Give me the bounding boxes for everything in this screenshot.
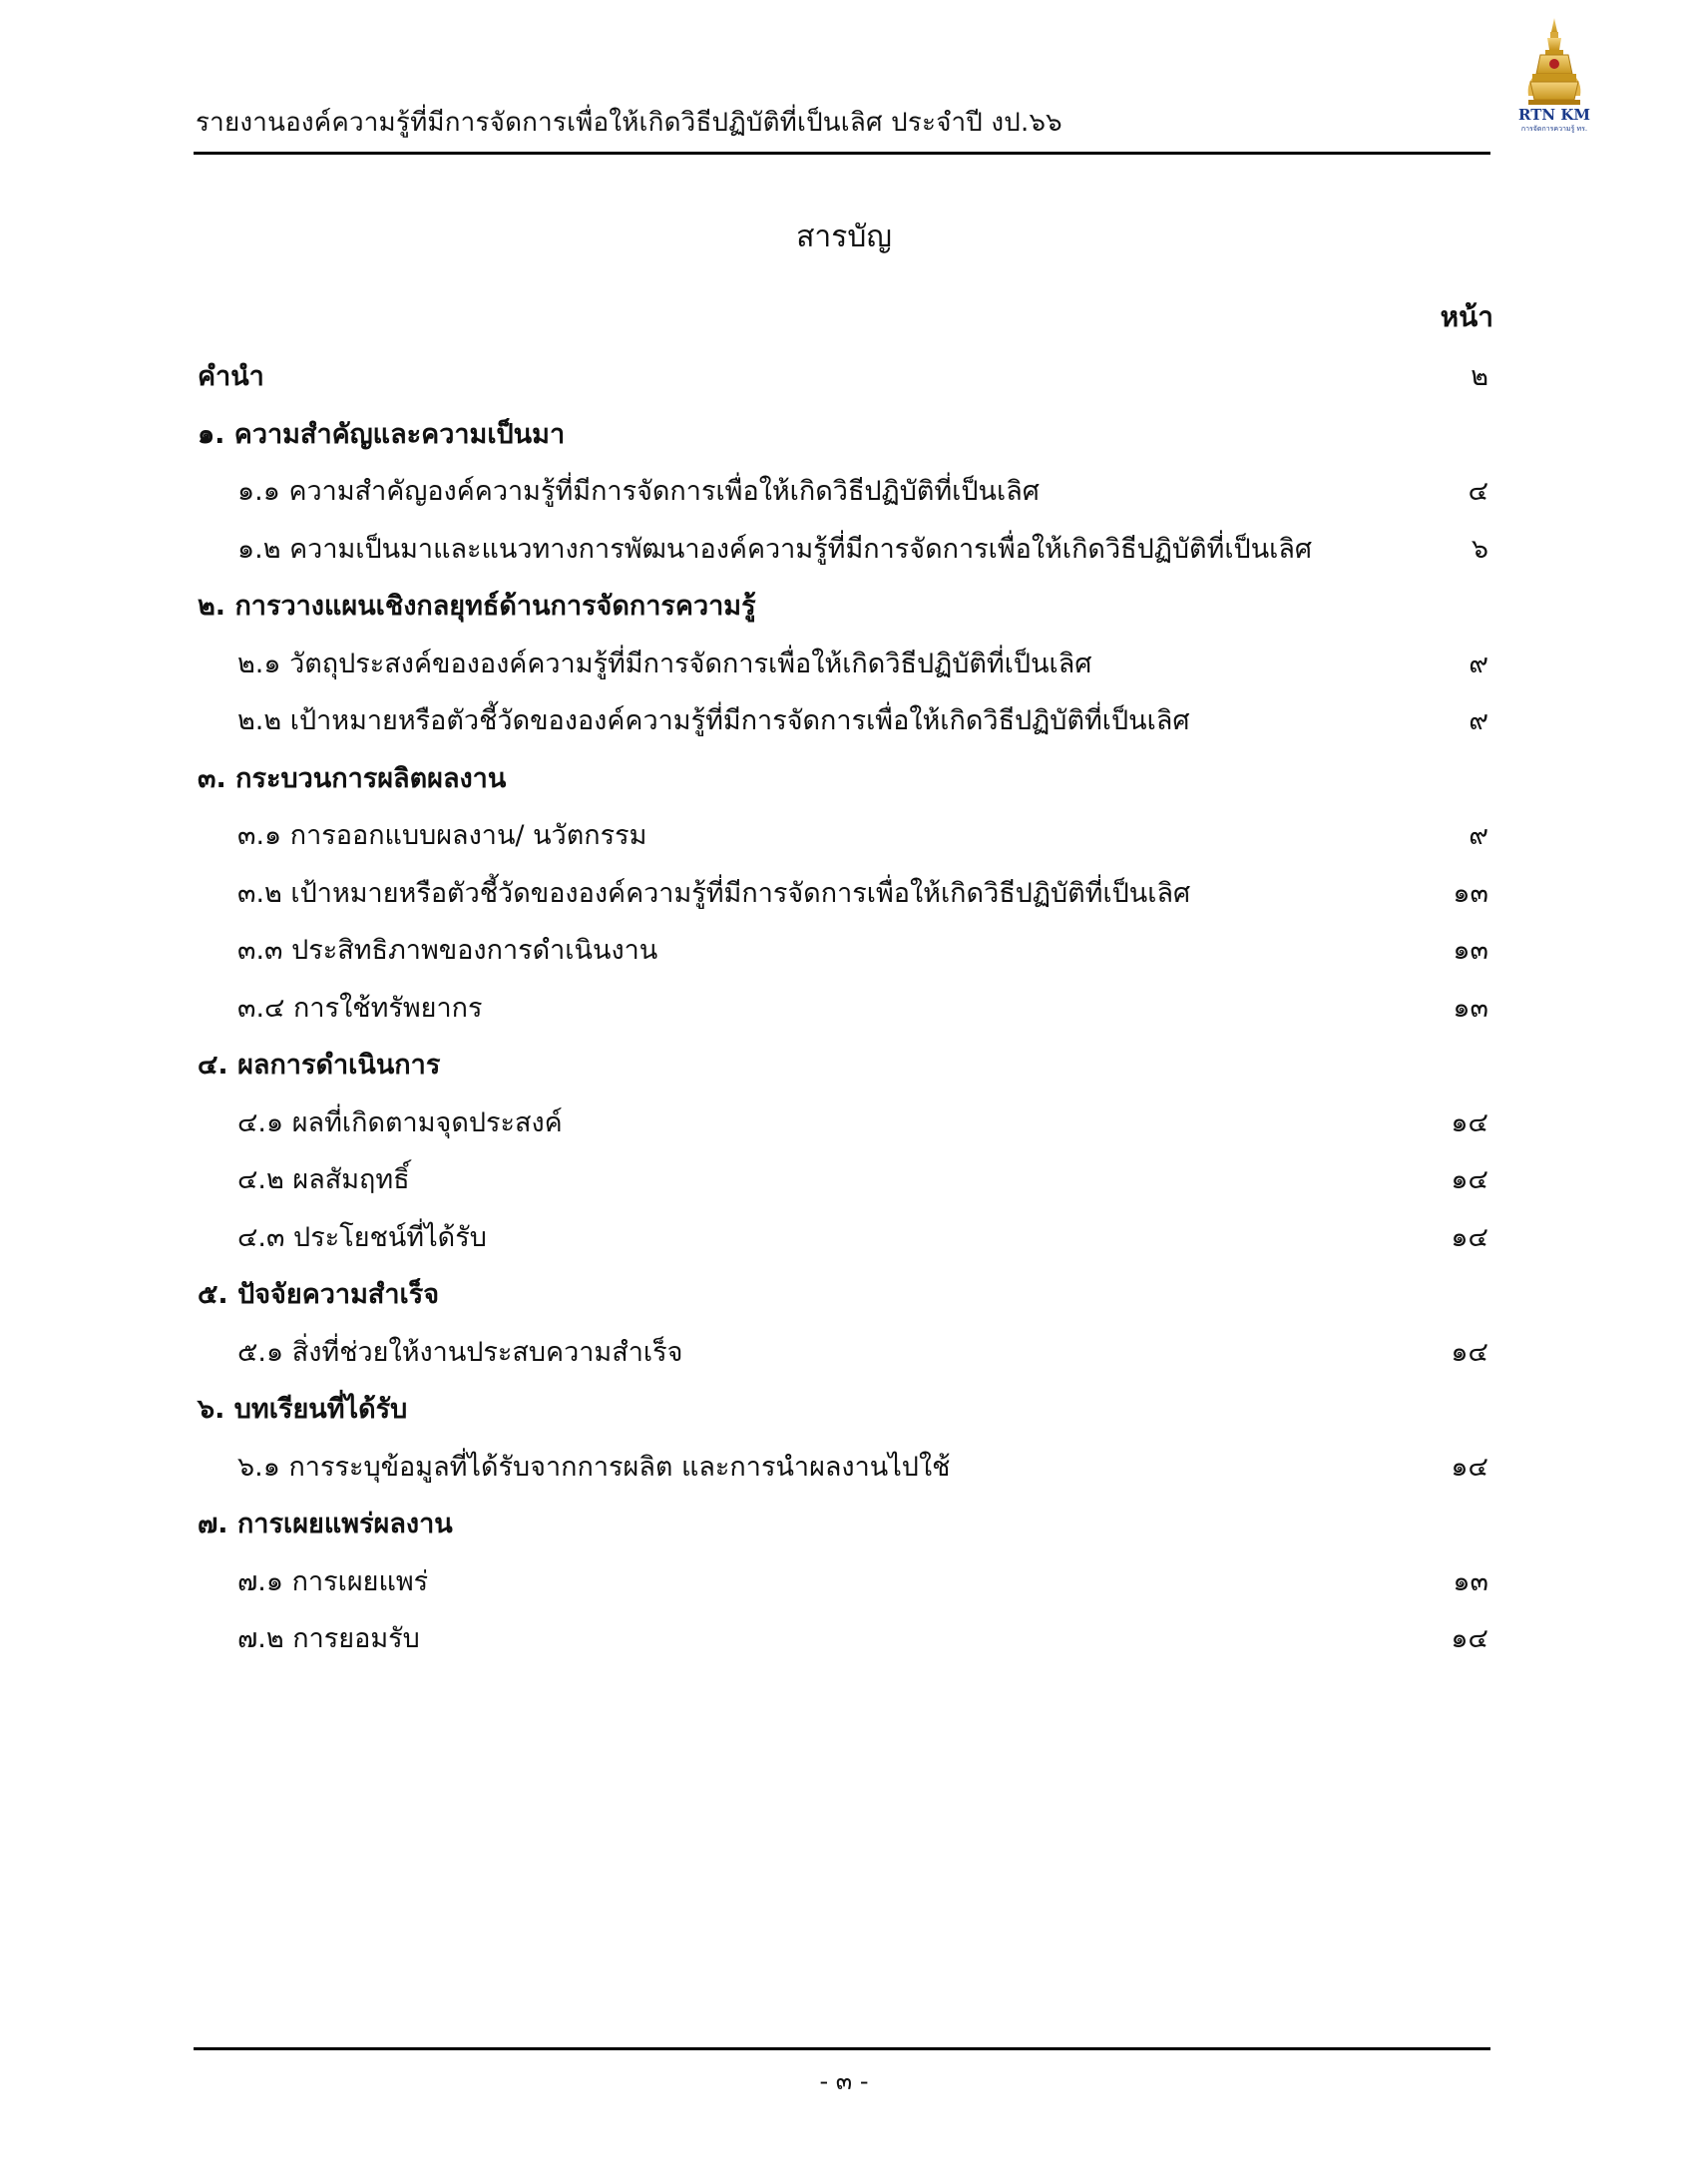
toc-subentry-2-2 xyxy=(0,693,1688,749)
toc-subentry-3-1 xyxy=(0,808,1688,864)
toc-entry-text: ๔.๓ ประโยชน์ที่ได้รับ xyxy=(237,1221,487,1253)
toc-entry-text: ๗.๒ การยอมรับ xyxy=(237,1623,420,1654)
toc-entry-text: ๓.๒ เป้าหมายหรือตัวชี้วัดขององค์ความรู้ที่มีการจัดการเพื่อให้เกิดวิธีปฏิบัติที่เป็นเลิศ xyxy=(237,877,1191,909)
toc-entry-text: ๒.๑ วัตถุประสงค์ขององค์ความรู้ที่มีการจัดการเพื่อให้เกิดวิธีปฏิบัติที่เป็นเลิศ xyxy=(237,648,1092,679)
toc-entry-page: ๑๓ xyxy=(1453,877,1488,909)
toc-entry-page: ๙ xyxy=(1469,648,1488,679)
toc-entry-text: ๑.๑ ความสำคัญองค์ความรู้ที่มีการจัดการเพื่อให้เกิดวิธีปฏิบัติที่เป็นเลิศ xyxy=(237,476,1040,507)
toc-entry-page: ๑๔ xyxy=(1451,1164,1488,1195)
toc-entry-page: ๙ xyxy=(1469,705,1488,736)
toc-entry-page: ๑๓ xyxy=(1453,1565,1488,1597)
toc-entry-page: ๙ xyxy=(1469,820,1488,851)
report-header-title: รายงานองค์ความรู้ที่มีการจัดการเพื่อให้เกิดวิธีปฏิบัติที่เป็นเลิศ ประจำปี งป.๖๖ xyxy=(196,108,1062,138)
logo-label: RTN KM xyxy=(1518,106,1590,124)
toc-entry-intro xyxy=(0,349,1688,405)
toc-entry-text: ๔.๒ ผลสัมฤทธิ์ xyxy=(237,1164,410,1195)
toc-entry-page: ๔ xyxy=(1468,476,1488,507)
toc-section-6 xyxy=(0,1382,1688,1438)
page-number: - ๓ - xyxy=(819,2067,869,2095)
toc-entry-text: ๗. การเผยแพร่ผลงาน xyxy=(198,1509,453,1539)
toc-entry-page: ๒ xyxy=(1471,361,1488,392)
toc-subentry-7-2 xyxy=(0,1611,1688,1667)
toc-entry-text: ๓.๓ ประสิทธิภาพของการดำเนินงาน xyxy=(237,935,658,966)
toc-entry-page: ๑๔ xyxy=(1451,1451,1488,1483)
toc-entry-text: ๔. ผลการดำเนินการ xyxy=(198,1050,441,1081)
toc-subentry-7-1 xyxy=(0,1554,1688,1610)
rtn-km-logo xyxy=(1514,16,1594,142)
toc-entry-text: ๖. บทเรียนที่ได้รับ xyxy=(198,1394,408,1425)
toc-section-3 xyxy=(0,751,1688,807)
toc-entry-page: ๑๓ xyxy=(1453,992,1488,1024)
toc-entry-page: ๑๔ xyxy=(1451,1336,1488,1368)
toc-entry-text: ๕.๑ สิ่งที่ช่วยให้งานประสบความสำเร็จ xyxy=(237,1336,683,1368)
toc-subentry-4-3 xyxy=(0,1210,1688,1266)
toc-entry-text: ๔.๑ ผลที่เกิดตามจุดประสงค์ xyxy=(237,1106,563,1138)
toc-entry-text: ๓.๔ การใช้ทรัพยากร xyxy=(237,992,483,1024)
logo-sublabel: การจัดการความรู้ ทร. xyxy=(1520,125,1588,133)
toc-section-4 xyxy=(0,1038,1688,1093)
toc-subentry-6-1 xyxy=(0,1440,1688,1496)
toc-section-5 xyxy=(0,1267,1688,1323)
footer-divider xyxy=(194,2047,1490,2050)
toc-subentry-3-2 xyxy=(0,866,1688,922)
toc-title: สารบัญ xyxy=(796,219,892,254)
toc-subentry-5-1 xyxy=(0,1325,1688,1381)
toc-section-7 xyxy=(0,1497,1688,1552)
toc-section-2 xyxy=(0,579,1688,635)
toc-entry-page: ๑๔ xyxy=(1451,1106,1488,1138)
toc-subentry-2-1 xyxy=(0,637,1688,692)
toc-subentry-3-4 xyxy=(0,981,1688,1037)
crown-emblem-icon xyxy=(1514,16,1594,108)
toc-entry-text: ๒.๒ เป้าหมายหรือตัวชี้วัดขององค์ความรู้ที่มีการจัดการเพื่อให้เกิดวิธีปฏิบัติที่เป็นเลิศ xyxy=(237,705,1190,736)
toc-entry-text: ๑.๒ ความเป็นมาและแนวทางการพัฒนาองค์ความรู้ที่มีการจัดการเพื่อให้เกิดวิธีปฏิบัติที่เป็นเลิศ xyxy=(237,533,1313,565)
toc-section-1 xyxy=(0,407,1688,463)
toc-entry-text: ๒. การวางแผนเชิงกลยุทธ์ด้านการจัดการความรู้ xyxy=(198,591,756,622)
toc-entry-text: คำนำ xyxy=(198,361,264,392)
toc-subentry-1-1 xyxy=(0,464,1688,520)
toc-entry-text: ๗.๑ การเผยแพร่ xyxy=(237,1565,429,1597)
page-column-label: หน้า xyxy=(1440,300,1493,333)
toc-entry-page: ๑๔ xyxy=(1451,1221,1488,1253)
toc-entry-text: ๕. ปัจจัยความสำเร็จ xyxy=(198,1279,440,1310)
toc-entry-page: ๑๓ xyxy=(1453,935,1488,966)
toc-subentry-1-2 xyxy=(0,522,1688,578)
toc-subentry-4-2 xyxy=(0,1152,1688,1208)
header-divider xyxy=(194,152,1490,155)
toc-entry-text: ๑. ความสำคัญและความเป็นมา xyxy=(198,418,566,450)
toc-entry-page: ๑๔ xyxy=(1451,1623,1488,1654)
toc-subentry-4-1 xyxy=(0,1095,1688,1151)
toc-entry-text: ๖.๑ การระบุข้อมูลที่ได้รับจากการผลิต และการนำผลงานไปใช้ xyxy=(237,1451,951,1483)
toc-entry-text: ๓. กระบวนการผลิตผลงาน xyxy=(198,762,507,794)
toc-entry-page: ๖ xyxy=(1471,533,1488,565)
toc-subentry-3-3 xyxy=(0,923,1688,979)
toc-entry-text: ๓.๑ การออกแบบผลงาน/ นวัตกรรม xyxy=(237,820,647,851)
